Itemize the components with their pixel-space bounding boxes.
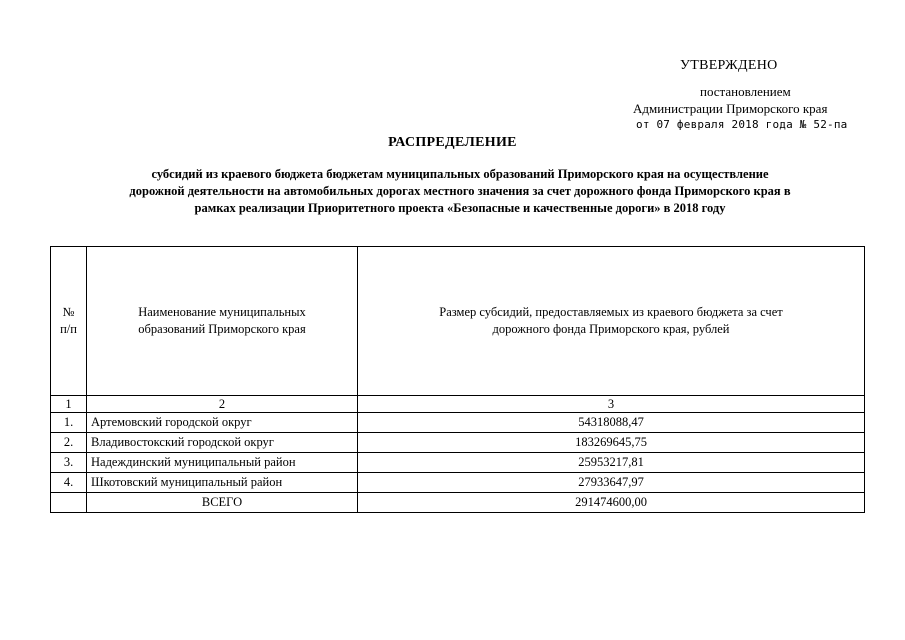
subsidy-distribution-table xyxy=(50,246,865,513)
column-number-row xyxy=(51,396,865,413)
subtitle-line: дорожной деятельности на автомобильных дорогах местного значения за счет дорожного фонда Приморского края в xyxy=(129,184,791,198)
header-municipality-line1: Наименование муниципальных xyxy=(138,305,306,319)
column-number: 1 xyxy=(51,396,87,413)
row-number: 3. xyxy=(51,453,87,473)
subtitle-line: субсидий из краевого бюджета бюджетам муниципальных образований Приморского края на осуществление xyxy=(151,167,769,181)
document-subtitle xyxy=(50,166,870,217)
municipality-name: Артемовский городской округ xyxy=(87,413,358,433)
table-row xyxy=(51,453,865,473)
municipality-name: Владивостокский городской округ xyxy=(87,433,358,453)
total-amount: 291474600,00 xyxy=(358,493,865,513)
total-empty-cell xyxy=(51,493,87,513)
table-header-row xyxy=(51,247,865,396)
header-number-line1: № xyxy=(62,305,75,319)
column-number: 3 xyxy=(358,396,865,413)
row-number: 2. xyxy=(51,433,87,453)
header-municipality-line2: образований Приморского края xyxy=(138,322,306,336)
header-number-line2: п/п xyxy=(60,322,77,336)
header-subsidy-amount xyxy=(358,247,865,396)
subtitle-line: рамках реализации Приоритетного проекта «Безопасные и качественные дороги» в 2018 году xyxy=(194,201,726,215)
municipality-name: Шкотовский муниципальный район xyxy=(87,473,358,493)
table-row xyxy=(51,473,865,493)
header-amount-line2: дорожного фонда Приморского края, рублей xyxy=(492,322,730,336)
row-number: 4. xyxy=(51,473,87,493)
subsidy-amount: 54318088,47 xyxy=(358,413,865,433)
header-number xyxy=(51,247,87,396)
total-label: ВСЕГО xyxy=(87,493,358,513)
subsidy-amount: 25953217,81 xyxy=(358,453,865,473)
total-row xyxy=(51,493,865,513)
approval-date-number: от 07 февраля 2018 года № 52-па xyxy=(636,118,848,131)
approval-by-resolution: постановлением xyxy=(700,84,791,99)
table-row xyxy=(51,413,865,433)
subsidy-amount: 183269645,75 xyxy=(358,433,865,453)
subsidy-amount: 27933647,97 xyxy=(358,473,865,493)
table-row xyxy=(51,433,865,453)
row-number: 1. xyxy=(51,413,87,433)
document-title: РАСПРЕДЕЛЕНИЕ xyxy=(388,135,517,150)
header-municipality xyxy=(87,247,358,396)
approval-stamp-title: УТВЕРЖДЕНО xyxy=(680,58,778,73)
approval-authority: Администрации Приморского края xyxy=(633,101,828,116)
municipality-name: Надеждинский муниципальный район xyxy=(87,453,358,473)
header-amount-line1: Размер субсидий, предоставляемых из краевого бюджета за счет xyxy=(439,305,783,319)
column-number: 2 xyxy=(87,396,358,413)
